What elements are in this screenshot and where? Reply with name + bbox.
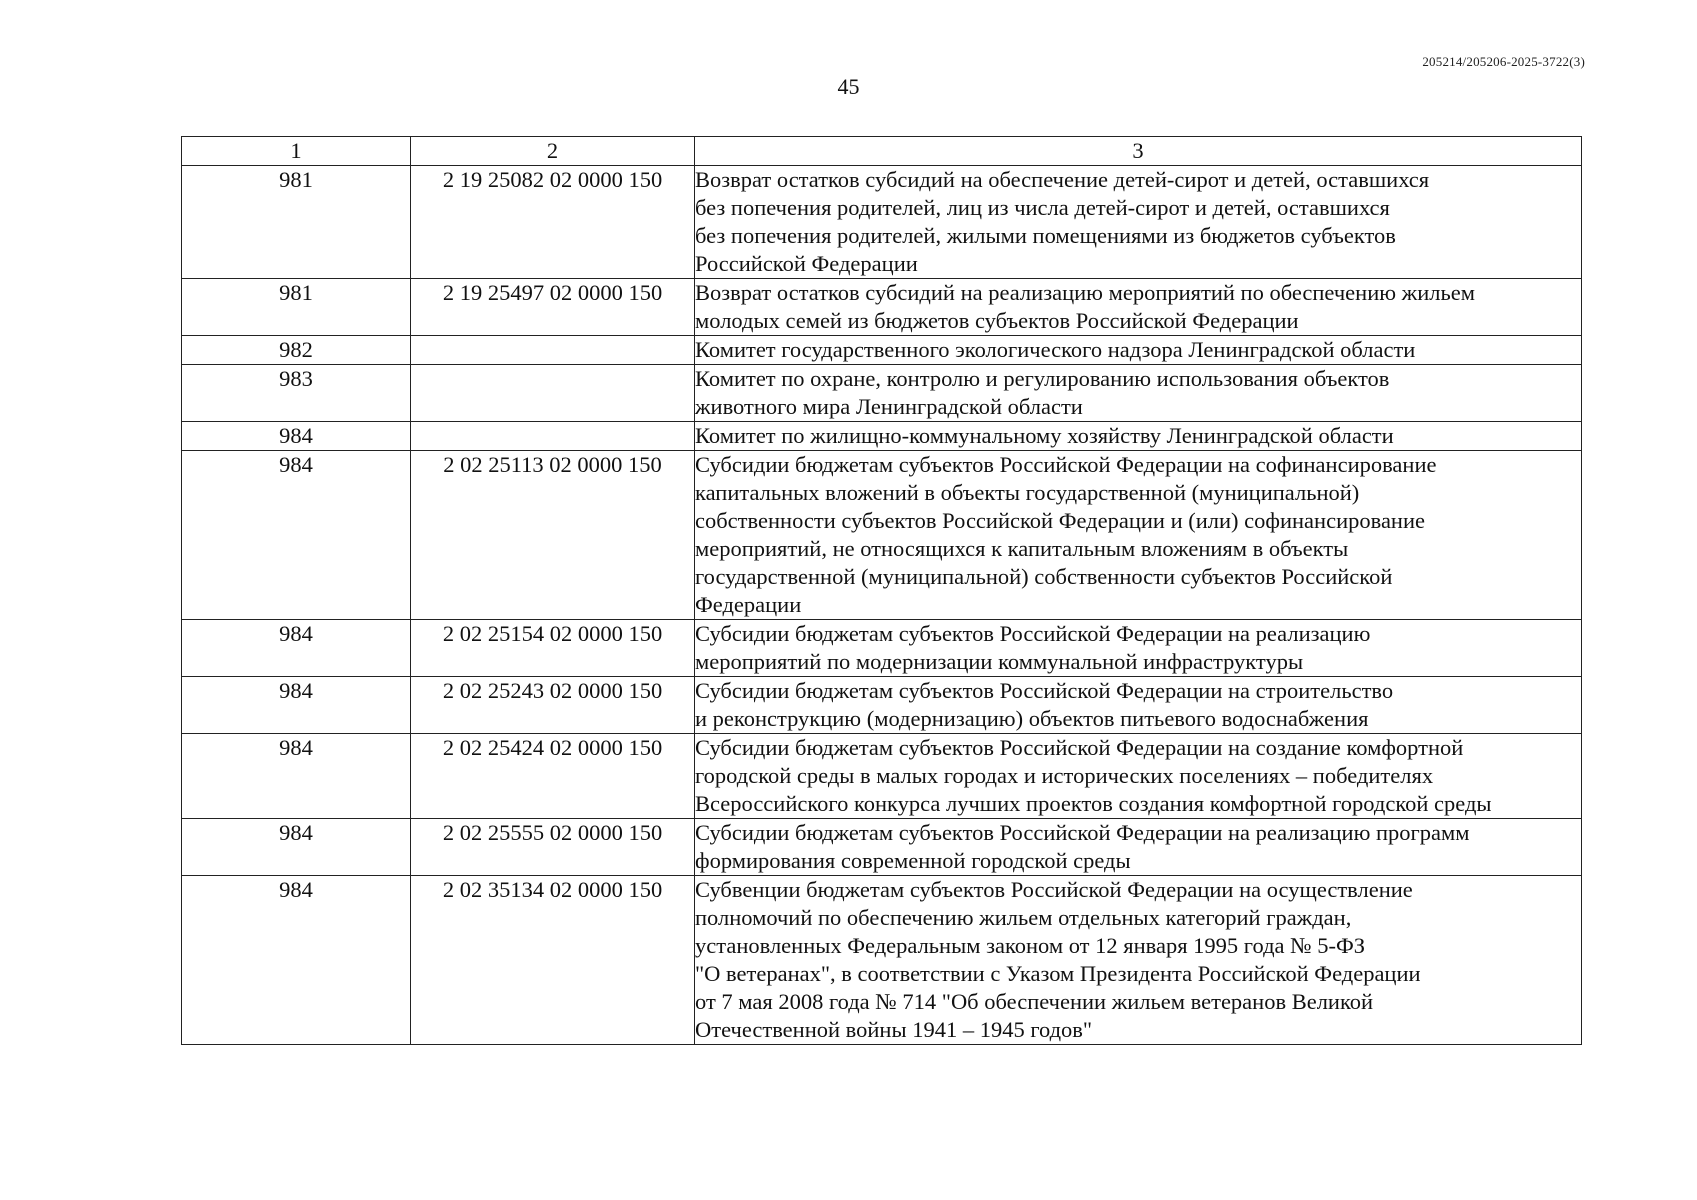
administrator-code-cell: 984	[182, 677, 411, 734]
revenue-name-cell	[695, 677, 1582, 734]
revenue-name-text: Субсидии бюджетам субъектов Российской Федерации на строительство и реконструкцию (модернизацию) объектов питьевого водоснабжения	[695, 678, 1394, 731]
revenue-name-cell	[695, 166, 1582, 279]
administrator-code-cell: 984	[182, 734, 411, 819]
revenue-name-text: Субсидии бюджетам субъектов Российской Федерации на реализацию мероприятий по модернизации коммунальной инфраструктуры	[695, 621, 1371, 674]
revenue-code-cell: 2 02 25424 02 0000 150	[411, 734, 695, 819]
administrator-code-cell: 981	[182, 279, 411, 336]
revenue-code-cell: 2 02 35134 02 0000 150	[411, 876, 695, 1045]
table-row	[182, 451, 1582, 620]
revenue-name-text: Возврат остатков субсидий на реализацию мероприятий по обеспечению жильем молодых семей из бюджетов субъектов Российской Федерации	[695, 280, 1475, 333]
revenue-code-cell: 2 19 25497 02 0000 150	[411, 279, 695, 336]
revenue-name-text: Комитет по жилищно-коммунальному хозяйству Ленинградской области	[695, 423, 1394, 448]
revenue-name-cell	[695, 279, 1582, 336]
revenue-name-cell	[695, 734, 1582, 819]
column-header-3: 3	[695, 137, 1582, 166]
revenue-name-cell	[695, 365, 1582, 422]
administrator-code-cell: 984	[182, 620, 411, 677]
revenue-name-cell	[695, 620, 1582, 677]
table-header-row	[182, 137, 1582, 166]
table-row	[182, 677, 1582, 734]
revenue-code-cell	[411, 336, 695, 365]
revenue-name-cell	[695, 422, 1582, 451]
table-row	[182, 876, 1582, 1045]
table-row	[182, 422, 1582, 451]
revenue-name-cell	[695, 336, 1582, 365]
budget-classification-table	[181, 136, 1582, 1045]
administrator-code-cell: 982	[182, 336, 411, 365]
document-id: 205214/205206-2025-3722(3)	[1422, 54, 1585, 69]
revenue-code-cell: 2 19 25082 02 0000 150	[411, 166, 695, 279]
table-row	[182, 166, 1582, 279]
revenue-name-text: Комитет государственного экологического надзора Ленинградской области	[695, 337, 1416, 362]
revenue-code-cell: 2 02 25113 02 0000 150	[411, 451, 695, 620]
revenue-code-cell	[411, 365, 695, 422]
revenue-name-text: Комитет по охране, контролю и регулированию использования объектов животного мира Ленинградской области	[695, 366, 1390, 419]
column-header-1: 1	[182, 137, 411, 166]
page-number: 45	[837, 74, 860, 99]
revenue-code-cell: 2 02 25154 02 0000 150	[411, 620, 695, 677]
revenue-code-cell: 2 02 25555 02 0000 150	[411, 819, 695, 876]
revenue-name-text: Возврат остатков субсидий на обеспечение детей-сирот и детей, оставшихся без попечения родителей, лиц из числа детей-сирот и детей, оставшихся без попечения родителей, жилыми помещениями из бюджетов субъектов Российской Федерации	[695, 167, 1430, 276]
table-row	[182, 336, 1582, 365]
revenue-code-cell: 2 02 25243 02 0000 150	[411, 677, 695, 734]
administrator-code-cell: 984	[182, 422, 411, 451]
revenue-name-text: Субсидии бюджетам субъектов Российской Федерации на софинансирование капитальных вложений в объекты государственной (муниципальной) собственности субъектов Российской Федерации и (или) софинансирование мероприятий, не относящихся к капитальным вложениям в объекты государственной (муниципальной) собственности субъектов Российской Федерации	[695, 452, 1437, 617]
administrator-code-cell: 983	[182, 365, 411, 422]
administrator-code-cell: 984	[182, 451, 411, 620]
table-row	[182, 365, 1582, 422]
administrator-code-cell: 984	[182, 819, 411, 876]
revenue-name-cell	[695, 876, 1582, 1045]
table-row	[182, 620, 1582, 677]
administrator-code-cell: 981	[182, 166, 411, 279]
administrator-code-cell: 984	[182, 876, 411, 1045]
revenue-name-text: Субвенции бюджетам субъектов Российской Федерации на осуществление полномочий по обеспечению жильем отдельных категорий граждан, установленных Федеральным законом от 12 января 1995 года № 5-ФЗ "О ветеранах", в соответствии с Указом Президента Российской Федерации от 7 мая 2008 года № 714 "Об обеспечении жильем ветеранов Великой Отечественной войны 1941 – 1945 годов"	[695, 877, 1421, 1042]
table-row	[182, 819, 1582, 876]
column-header-2: 2	[411, 137, 695, 166]
revenue-name-cell	[695, 819, 1582, 876]
revenue-name-cell	[695, 451, 1582, 620]
table-row	[182, 734, 1582, 819]
revenue-name-text: Субсидии бюджетам субъектов Российской Федерации на создание комфортной городской среды в малых городах и исторических поселениях – победителях Всероссийского конкурса лучших проектов создания комфортной городской среды	[695, 735, 1492, 816]
table-row	[182, 279, 1582, 336]
revenue-name-text: Субсидии бюджетам субъектов Российской Федерации на реализацию программ формирования современной городской среды	[695, 820, 1470, 873]
revenue-code-cell	[411, 422, 695, 451]
